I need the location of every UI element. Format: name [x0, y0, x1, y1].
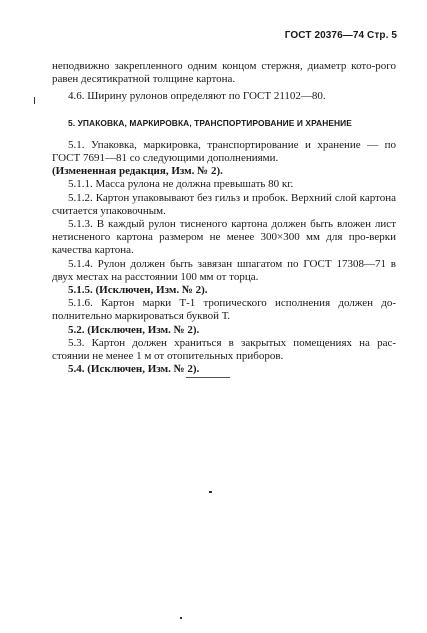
paragraph-5-4: 5.4. (Исключен, Изм. № 2). — [68, 363, 200, 376]
paragraph-5-3: 5.3. Картон должен храниться в закрытых помещениях на рас-стоянии не менее 1 м от отопительных приборов. — [52, 336, 396, 363]
paragraph-5-2: 5.2. (Исключен, Изм. № 2). — [68, 323, 200, 336]
document-body — [52, 60, 396, 376]
paragraph-5-1-edit-note: (Измененная редакция, Изм. № 2). — [52, 165, 223, 178]
paragraph-4-6: 4.6. Ширину рулонов определяют по ГОСТ 21102—80. — [68, 90, 326, 103]
section-title: 5. УПАКОВКА, МАРКИРОВКА, ТРАНСПОРТИРОВАНИЕ И ХРАНЕНИЕ — [68, 117, 352, 128]
scan-mark — [34, 97, 35, 104]
paragraph-5-1-5: 5.1.5. (Исключен, Изм. № 2). — [68, 284, 208, 297]
paragraph-5-1-3: 5.1.3. В каждый рулон тисненого картона должен быть вложен лист нетисненого картона размером не менее 300×300 мм для про-верки качества картона. — [52, 218, 396, 257]
paragraph-5-1-6: 5.1.6. Картон марки Т-1 тропического исполнения должен до-полнительно маркироваться буквой Т. — [52, 297, 396, 323]
end-divider — [186, 377, 230, 378]
scan-mark — [209, 491, 212, 493]
scan-mark — [180, 617, 182, 619]
page-header: ГОСТ 20376—74 Стр. 5 — [284, 30, 397, 41]
paragraph-5-1: 5.1. Упаковка, маркировка, транспортирование и хранение — по ГОСТ 7691—81 со следующими дополнениями. — [52, 138, 396, 165]
paragraph-5-1-1: 5.1.1. Масса рулона не должна превышать 80 кг. — [68, 178, 294, 191]
paragraph-5-1-2: 5.1.2. Картон упаковывают без гильз и пробок. Верхний слой картона считается упаковочным. — [52, 191, 396, 217]
paragraph-5-1-4: 5.1.4. Рулон должен быть завязан шпагатом по ГОСТ 17308—71 в двух местах на расстоянии 100 мм от торца. — [52, 257, 396, 283]
paragraph-continuation: неподвижно закрепленного одним концом стержня, диаметр кото-рого равен десятикратной толщине картона. — [52, 60, 396, 86]
